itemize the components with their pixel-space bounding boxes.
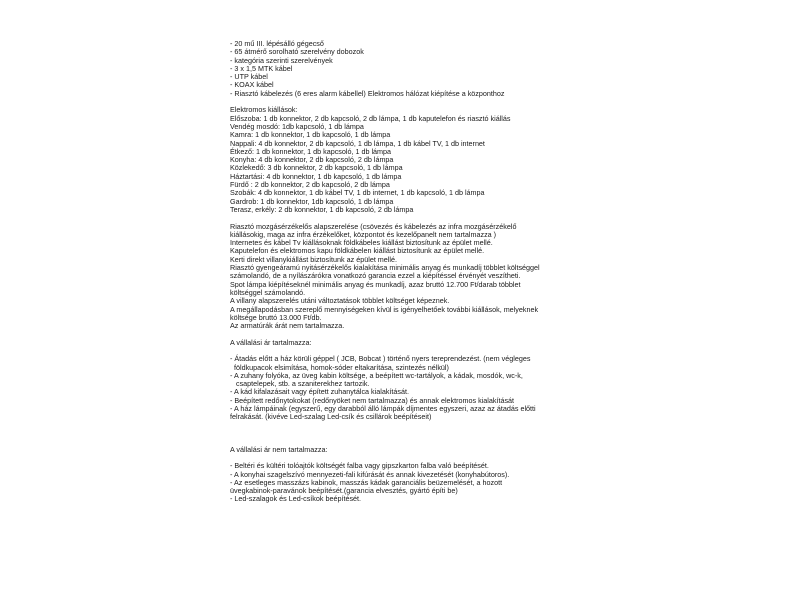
paragraph-line: Kaputelefon és elektromos kapu földkábelen kiállást biztosítunk az épület mellé. [230,246,485,256]
list-item: - A konyhai szagelszívó mennyezeti-fali kifúrását és annak kivezetését (konyhabútoros). [230,469,510,479]
outlets-section [230,106,590,214]
list-item: - 65 átmérő sorolható szerelvény dobozok [230,47,364,57]
list-item: csaptelepek, stb. a szaniterekhez tartozik. [230,379,370,389]
paragraph-line: Riasztó mozgásérzékelős alapszerelése (csövezés és kábelezés az infra mozgásérzékelő [230,221,517,231]
list-item: Konyha: 4 db konnektor, 2 db kapcsoló, 2 db lámpa [230,155,394,165]
list-item: - 20 mű III. lépésálló gégecső [230,39,324,48]
list-item: földkupacok elsimítása, homok-sóder eltakarítása, szintezés nélkül) [230,362,449,372]
excluded-section [230,446,590,504]
paragraph-line: Kerti direkt villanykiállást biztosítunk az épület mellé. [230,254,397,264]
list-item: - Az esetleges masszázs kabinok, masszás kádak garanciális beüzemelését, a hozott [230,477,503,487]
paragraph-line: A megállapodásban szereplő mennyiségeken kívül is igényelhetőek további kiállások, melyeknek [230,304,539,314]
list-item: - kategória szerinti szerelvények [230,55,333,65]
list-item: Kamra: 1 db konnektor, 1 db kapcsoló, 1 db lámpa [230,130,391,140]
section-heading: A vállalási ár tartalmazza: [230,337,312,347]
list-item: - Beltéri és kültéri tolóajtók költségét falba vagy gipszkarton falba való beépítését. [230,461,489,471]
list-item: - A zuhany folyóka, az üveg kabin költsége, a beépített wc-tartályok, a kádak, mosdók, wc-k, [230,370,523,380]
list-item: - A kád kifalazásait vagy épített zuhanytálca kialakítását. [230,387,409,397]
section-heading: Elektromos kiállások: [230,105,298,115]
list-item: Előszoba: 1 db konnektor, 2 db kapcsoló, 2 db lámpa, 1 db kaputelefon és riasztó kiállás [230,113,511,123]
paragraph-line: Az armatúrák árát nem tartalmazza. [230,321,345,331]
list-item: Nappali: 4 db konnektor, 2 db kapcsoló, 1 db lámpa, 1 db kábel TV, 1 db internet [230,138,485,148]
list-item: felrakását. (kivéve Led-szalag Led-csík és csillárok beépítéseit) [230,412,432,422]
list-item: üvegkabinok-paravánok beépítését.(garancia elvesztés, gyártó építi be) [230,486,458,496]
list-item: Háztartási: 4 db konnektor, 1 db kapcsoló, 1 db lámpa [230,171,402,181]
list-item: Gardrob: 1 db konnektor, 1db kapcsoló, 1 db lámpa [230,196,394,206]
paragraph-line: költsége bruttó 13.000 Ft/db. [230,312,322,322]
notes-section [230,223,590,331]
list-item: Közlekedő: 3 db konnektor, 2 db kapcsoló, 1 db lámpa [230,163,403,173]
list-item: Terasz, erkély: 2 db konnektor, 1 db kapcsoló, 2 db lámpa [230,204,414,214]
paragraph-line: Riasztó gyengeáramú nyitásérzékelős kialakítása minimális anyag és munkadíj többlet költséggel [230,263,540,273]
paragraph-line: A villany alapszerelés utáni változtatások többlet költséget képeznek. [230,296,450,306]
materials-list [230,40,590,98]
list-item: - Átadás előtt a ház körüli géppel ( JCB, Bobcat ) történő nyers tereprendezést. (nem végleges [230,354,531,364]
list-item: - Led-szalagok és Led-csíkok beépítését. [230,494,362,504]
paragraph-line: költséggel számolandó. [230,287,306,297]
paragraph-line: Internetes és kábel Tv kiállásoknak földkábeles kiállást biztosítunk az épület mellé. [230,238,493,248]
list-item: - Riasztó kábelezés (6 eres alarm kábellel) Elektromos hálózat kiépítése a központhoz [230,88,505,98]
list-item: Fürdő : 2 db konnektor, 2 db kapcsoló, 2 db lámpa [230,180,390,190]
paragraph-line: Spot lámpa kiépítéseknél minimális anyag és munkadíj, azaz bruttó 12.700 Ft/darab többlet [230,279,521,289]
list-item: Szobák: 4 db konnektor, 1 db kábel TV, 1 db internet, 1 db kapcsoló, 1 db lámpa [230,188,485,198]
list-item: - UTP kábel [230,72,268,82]
list-item: - Beépített redőnytokokat (redőnyöket nem tartalmazza) és annak elektromos kialakítását [230,395,515,405]
list-item: Étkező: 1 db konnektor, 1 db kapcsoló, 1 db lámpa [230,146,392,156]
section-heading: A vállalási ár nem tartalmazza: [230,444,328,454]
included-section [230,339,590,422]
paragraph-line: számolandó, de a nyílászárókra vonatkozó garancia ezzel a kiépítéssel érvényét veszítheti. [230,271,521,281]
list-item: - 3 x 1,5 MTK kábel [230,63,293,73]
document-page [230,40,590,504]
paragraph-line: kiállásokig, maga az infra érzékelőket, központot és kezelőpanelt nem tartalmazza ) [230,229,497,239]
list-item: - A ház lámpáinak (egyszerű, egy darabból álló lámpák díjmentes egyszeri, azaz az átadás előtti [230,404,536,414]
list-item: Vendég mosdó: 1db kapcsoló, 1 db lámpa [230,121,364,131]
list-item: - KOAX kábel [230,80,274,90]
